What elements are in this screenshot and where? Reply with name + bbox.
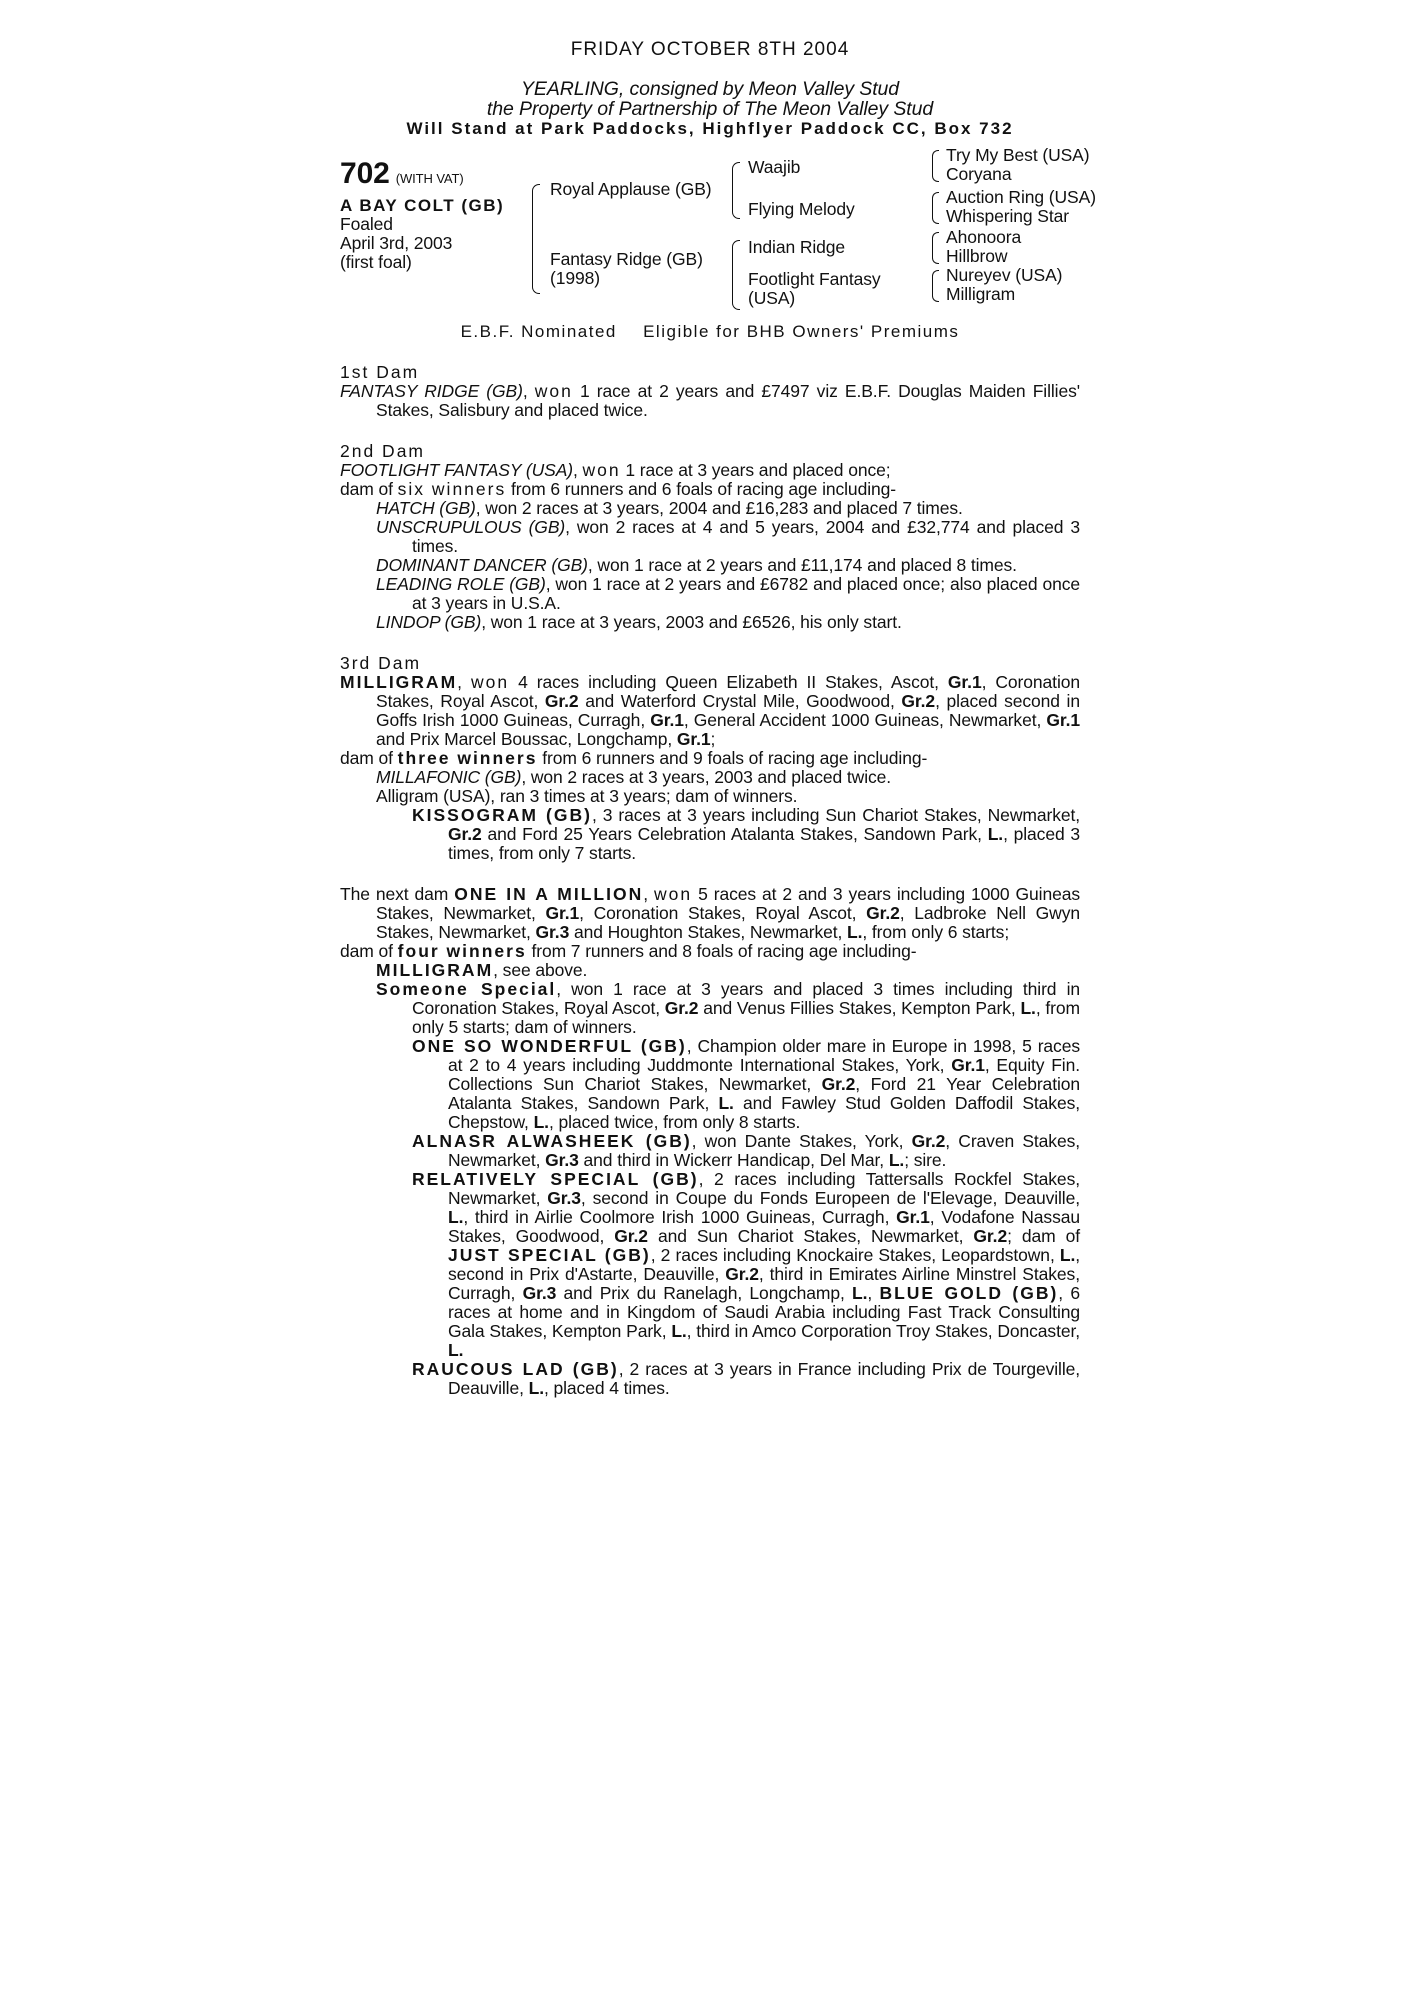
progeny-entry: MILLAFONIC (GB), won 2 races at 3 years, 2003 and placed twice. [376, 767, 892, 787]
grand-progeny-entry: ONE SO WONDERFUL (GB), Champion older mare in Europe in 1998, 5 races at 2 to 4 years including Juddmonte International Stakes, York, Gr.1, Equity Fin. Collections Sun Chariot Stakes, Newmarket, Gr.2, Ford 21 Year Celebration Atalanta Stakes, Sandown Park, L. and Fawley Stud Golden Daffodil Stakes, Chepstow, L., placed twice, from only 8 starts. [412, 1036, 1081, 1132]
first-dam-name: FANTASY RIDGE (GB) [340, 381, 523, 401]
first-dam-section [340, 363, 1080, 420]
gg-brace-2 [932, 192, 939, 224]
consignor-line: YEARLING, consigned by Meon Valley Stud [521, 78, 899, 100]
nomination-line [340, 322, 1080, 341]
third-dam-heading: 3rd Dam [340, 653, 422, 673]
progeny-entry: DOMINANT DANCER (GB), won 1 race at 2 years and £11,174 and placed 8 times. [376, 555, 1017, 575]
foaled-date: April 3rd, 2003 [340, 233, 453, 253]
gg-dam-dam-dam: Milligram [946, 284, 1016, 304]
dam-dam-origin: (USA) [748, 288, 796, 308]
sale-date: FRIDAY OCTOBER 8TH 2004 [570, 39, 850, 60]
horse-description: A BAY COLT (GB) [340, 196, 505, 215]
gg-brace-3 [932, 232, 939, 264]
progeny-entry: Alligram (USA), ran 3 times at 3 years; dam of winners. [376, 786, 798, 806]
dam-brace [732, 240, 740, 310]
gg-sire-dam-dam: Whispering Star [946, 206, 1069, 226]
property-line: the Property of Partnership of The Meon Valley Stud [486, 98, 934, 120]
gg-sire-dam-sire: Auction Ring (USA) [946, 187, 1096, 207]
second-dam-name: FOOTLIGHT FANTASY (USA) [340, 460, 573, 480]
progeny-entry: Someone Special, won 1 race at 3 years and placed 3 times including third in Coronation Stakes, Royal Ascot, Gr.2 and Venus Fillies Stakes, Kempton Park, L., from only 5 starts; dam of winners. [376, 979, 1080, 1037]
first-dam-record: FANTASY RIDGE (GB), won 1 race at 2 years and £7497 viz E.B.F. Douglas Maiden Fillies' Stakes, Salisbury and placed twice. [340, 381, 1080, 420]
dam-year: (1998) [550, 268, 600, 288]
sire-sire: Waajib [748, 157, 801, 177]
first-dam-heading: 1st Dam [340, 362, 420, 382]
grand-progeny-entry: KISSOGRAM (GB), 3 races at 3 years including Sun Chariot Stakes, Newmarket, Gr.2 and Ford 25 Years Celebration Atalanta Stakes, Sandown Park, L., placed 3 times, from only 7 starts. [412, 805, 1080, 863]
gg-dam-sire-sire: Ahonoora [946, 227, 1022, 247]
lot-number: 702 [340, 157, 390, 190]
foal-note: (first foal) [340, 252, 412, 272]
third-dam-section [340, 654, 1080, 863]
dam-name: Fantasy Ridge (GB) [550, 249, 703, 269]
lot-number-row [340, 158, 464, 190]
progeny-entry: MILLIGRAM, see above. [376, 960, 588, 980]
grand-progeny-entry: ALNASR ALWASHEEK (GB), won Dante Stakes, York, Gr.2, Craven Stakes, Newmarket, Gr.3 and third in Wickerr Handicap, Del Mar, L.; sire. [412, 1131, 1080, 1170]
progeny-entry: LEADING ROLE (GB), won 1 race at 2 years and £6782 and placed once; also placed once at 3 years in U.S.A. [376, 574, 1080, 613]
second-dam-heading: 2nd Dam [340, 441, 426, 461]
second-dam-produce-summary: dam of six winners from 6 runners and 6 foals of racing age including- [340, 479, 896, 499]
gg-dam-sire-dam: Hillbrow [946, 246, 1008, 266]
gg-sire-sire-sire: Try My Best (USA) [946, 145, 1090, 165]
grand-progeny-entry: RELATIVELY SPECIAL (GB), 2 races including Tattersalls Rockfel Stakes, Newmarket, Gr.3, second in Coupe du Fonds Europeen de l'Elevage, Deauville, L., third in Airlie Coolmore Irish 1000 Guineas, Curragh, Gr.1, Vodafone Nassau Stakes, Goodwood, Gr.2 and Sun Chariot Stakes, Newmarket, Gr.2; dam of JUST SPECIAL (GB), 2 races including Knockaire Stakes, Leopardstown, L., second in Prix d'Astarte, Deauville, Gr.2, third in Emirates Airline Minstrel Stakes, Curragh, Gr.3 and Prix du Ranelagh, Longchamp, L., BLUE GOLD (GB), 6 races at home and in Kingdom of Saudi Arabia including Fast Track Consulting Gala Stakes, Kempton Park, L., third in Amco Corporation Troy Stakes, Doncaster, L. [412, 1169, 1081, 1360]
sire-dam: Flying Melody [748, 199, 855, 219]
third-dam-name: MILLIGRAM [340, 672, 458, 692]
next-dam-record: The next dam ONE IN A MILLION, won 5 races at 2 and 3 years including 1000 Guineas Stakes, Newmarket, Gr.1, Coronation Stakes, Royal Ascot, Gr.2, Ladbroke Nell Gwyn Stakes, Newmarket, Gr.3 and Houghton Stakes, Newmarket, L., from only 6 starts; [340, 884, 1081, 942]
gg-dam-dam-sire: Nureyev (USA) [946, 265, 1063, 285]
stand-location: Will Stand at Park Paddocks, Highflyer Paddock CC, Box 732 [406, 119, 1014, 138]
progeny-entry: HATCH (GB), won 2 races at 3 years, 2004 and £16,283 and placed 7 times. [376, 498, 963, 518]
gg-brace-4 [932, 270, 939, 302]
third-dam-produce-summary: dam of three winners from 6 runners and 9 foals of racing age including- [340, 748, 928, 768]
second-dam-record: FOOTLIGHT FANTASY (USA), won 1 race at 3 years and placed once; [340, 460, 891, 480]
foaled-label: Foaled [340, 214, 393, 234]
dam-dam: Footlight Fantasy [748, 269, 881, 289]
gg-brace-1 [932, 150, 939, 182]
vat-note: (WITH VAT) [395, 171, 464, 186]
second-dam-section [340, 442, 1080, 632]
gg-sire-sire-dam: Coryana [946, 164, 1012, 184]
sire-name: Royal Applause (GB) [550, 179, 712, 199]
sire-brace [732, 162, 740, 219]
next-dam-name: ONE IN A MILLION [454, 884, 644, 904]
third-dam-record: MILLIGRAM, won 4 races including Queen Elizabeth II Stakes, Ascot, Gr.1, Coronation Stakes, Royal Ascot, Gr.2 and Waterford Crystal Mile, Goodwood, Gr.2, placed second in Goffs Irish 1000 Guineas, Curragh, Gr.1, General Accident 1000 Guineas, Newmarket, Gr.1 and Prix Marcel Boussac, Longchamp, Gr.1; [340, 672, 1081, 749]
next-dam-section [340, 885, 1080, 1398]
bhb-eligible: Eligible for BHB Owners' Premiums [643, 322, 960, 341]
progeny-entry: UNSCRUPULOUS (GB), won 2 races at 4 and 5 years, 2004 and £32,774 and placed 3 times. [376, 517, 1080, 556]
pedigree-brace [532, 184, 540, 294]
dam-sire: Indian Ridge [748, 237, 846, 257]
next-dam-produce-summary: dam of four winners from 7 runners and 8 foals of racing age including- [340, 941, 917, 961]
ebf-nominated: E.B.F. Nominated [460, 322, 617, 341]
progeny-entry: LINDOP (GB), won 1 race at 3 years, 2003 and £6526, his only start. [376, 612, 902, 632]
catalogue-page [340, 39, 1096, 1398]
pedigree-block [340, 145, 1096, 316]
grand-progeny-entry: RAUCOUS LAD (GB), 2 races at 3 years in France including Prix de Tourgeville, Deauville, L., placed 4 times. [412, 1359, 1080, 1398]
